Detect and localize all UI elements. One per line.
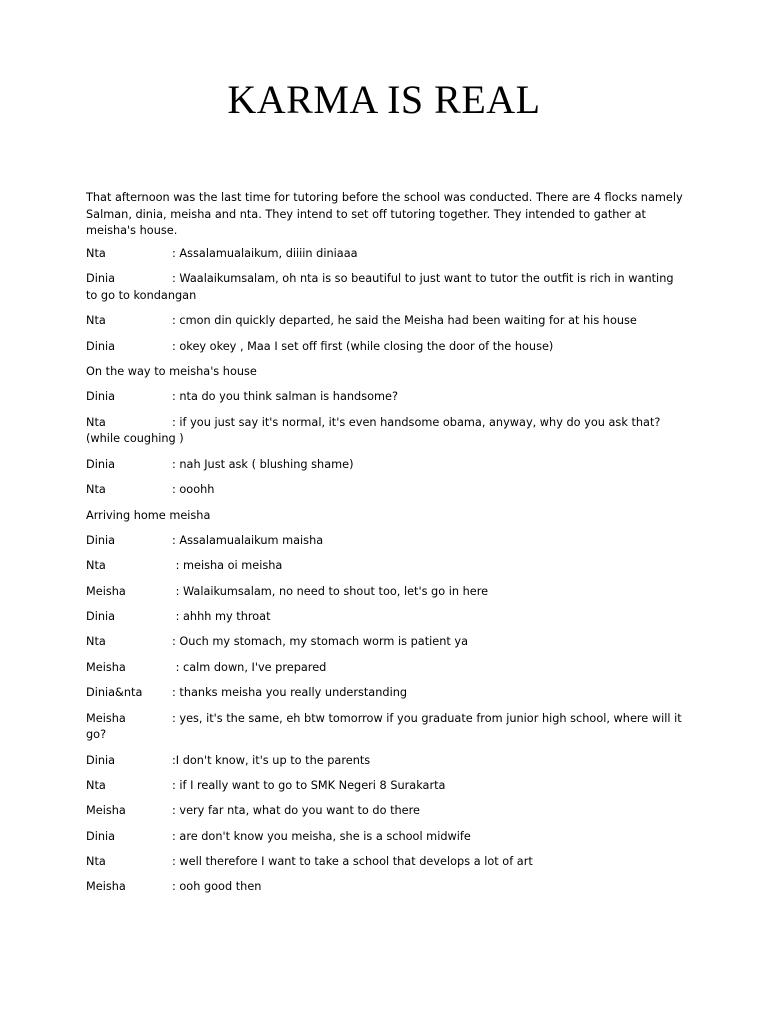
dialogue-text: : thanks meisha you really understanding: [172, 686, 408, 700]
speaker-name: Nta: [86, 635, 106, 649]
dialogue-text: : cmon din quickly departed, he said the Meisha had been waiting for at his house: [172, 314, 637, 328]
speaker-name: Dinia: [86, 390, 116, 404]
dialogue-line: [86, 711, 686, 744]
dialogue-text: : if I really want to go to SMK Negeri 8 Surakarta: [172, 778, 446, 792]
dialogue-line: [86, 854, 686, 871]
dialogue-text: : nah Just ask ( blushing shame): [172, 457, 354, 471]
speaker-name: Meisha: [86, 711, 126, 725]
dialogue-text: : nta do you think salman is handsome?: [172, 390, 398, 404]
dialogue-text: : yes, it's the same, eh btw tomorrow if you graduate from junior high school, where will it go?: [86, 711, 682, 742]
dialogue-text: : if you just say it's normal, it's even handsome obama, anyway, why do you ask that? (while coughing ): [86, 415, 661, 446]
dialogue-line: [86, 584, 686, 601]
speaker-name: Nta: [86, 314, 106, 328]
dialogue-text: : calm down, I've prepared: [172, 660, 327, 674]
speaker-name: Dinia: [86, 533, 116, 547]
speaker-name: Meisha: [86, 584, 126, 598]
dialogue-line: [86, 829, 686, 846]
dialogue-text: : Assalamualaikum maisha: [172, 533, 324, 547]
dialogue-line: [86, 634, 686, 651]
dialogue-text: :I don't know, it's up to the parents: [172, 753, 371, 767]
speaker-name: Dinia: [86, 753, 116, 767]
dialogue-line: [86, 879, 686, 896]
dialogue-text: : okey okey , Maa I set off first (while closing the door of the house): [172, 339, 554, 353]
dialogue-line: [86, 457, 686, 474]
speaker-name: Nta: [86, 559, 106, 573]
intro-paragraph: That afternoon was the last time for tutoring before the school was conducted. There are 4 flocks namely Salman, dinia, meisha and nta. They intend to set off tutoring together. They intended to gather at meisha's house.: [86, 191, 683, 237]
dialogue-line: [86, 339, 686, 356]
dialogue-line: [86, 753, 686, 770]
dialogue-line: [86, 558, 686, 575]
speaker-name: Dinia: [86, 272, 116, 286]
speaker-name: Nta: [86, 415, 106, 429]
dialogue-text: : very far nta, what do you want to do there: [172, 804, 420, 818]
document-title: KARMA IS REAL: [227, 77, 541, 122]
dialogue-text: : meisha oi meisha: [172, 559, 283, 573]
speaker-name: Meisha: [86, 880, 126, 894]
dialogue-text: : are don't know you meisha, she is a school midwife: [172, 829, 471, 843]
speaker-name: Nta: [86, 855, 106, 869]
narration-line: Arriving home meisha: [86, 508, 211, 522]
narration-line: On the way to meisha's house: [86, 365, 257, 379]
dialogue-line: [86, 685, 686, 702]
dialogue-list: [86, 246, 686, 905]
dialogue-text: : Assalamualaikum, diiiin diniaaa: [172, 247, 358, 260]
speaker-name: Nta: [86, 247, 106, 260]
dialogue-line: [86, 313, 686, 330]
speaker-name: Dinia: [86, 829, 116, 843]
dialogue-text: : Ouch my stomach, my stomach worm is patient ya: [172, 635, 469, 649]
speaker-name: Meisha: [86, 660, 126, 674]
dialogue-line: [86, 803, 686, 820]
speaker-name: Nta: [86, 483, 106, 497]
dialogue-line: [86, 533, 686, 550]
speaker-name: Meisha: [86, 804, 126, 818]
dialogue-text: : ooohh: [172, 483, 215, 497]
dialogue-line: [86, 415, 686, 448]
dialogue-line: [86, 609, 686, 626]
dialogue-line: [86, 271, 686, 304]
dialogue-line: [86, 482, 686, 499]
dialogue-line: [86, 389, 686, 406]
dialogue-text: : Waalaikumsalam, oh nta is so beautiful to just want to tutor the outfit is rich in wanting to go to kondangan: [86, 272, 674, 302]
speaker-name: Dinia: [86, 610, 116, 624]
speaker-name: Dinia&nta: [86, 686, 143, 700]
speaker-name: Dinia: [86, 457, 116, 471]
dialogue-text: : ooh good then: [172, 880, 262, 894]
speaker-name: Nta: [86, 778, 106, 792]
dialogue-line: [86, 246, 686, 263]
dialogue-text: : well therefore I want to take a school that develops a lot of art: [172, 855, 533, 869]
dialogue-line: [86, 778, 686, 795]
dialogue-text: : ahhh my throat: [172, 610, 271, 624]
dialogue-text: : Walaikumsalam, no need to shout too, let's go in here: [172, 584, 489, 598]
dialogue-line: [86, 660, 686, 677]
speaker-name: Dinia: [86, 339, 116, 353]
